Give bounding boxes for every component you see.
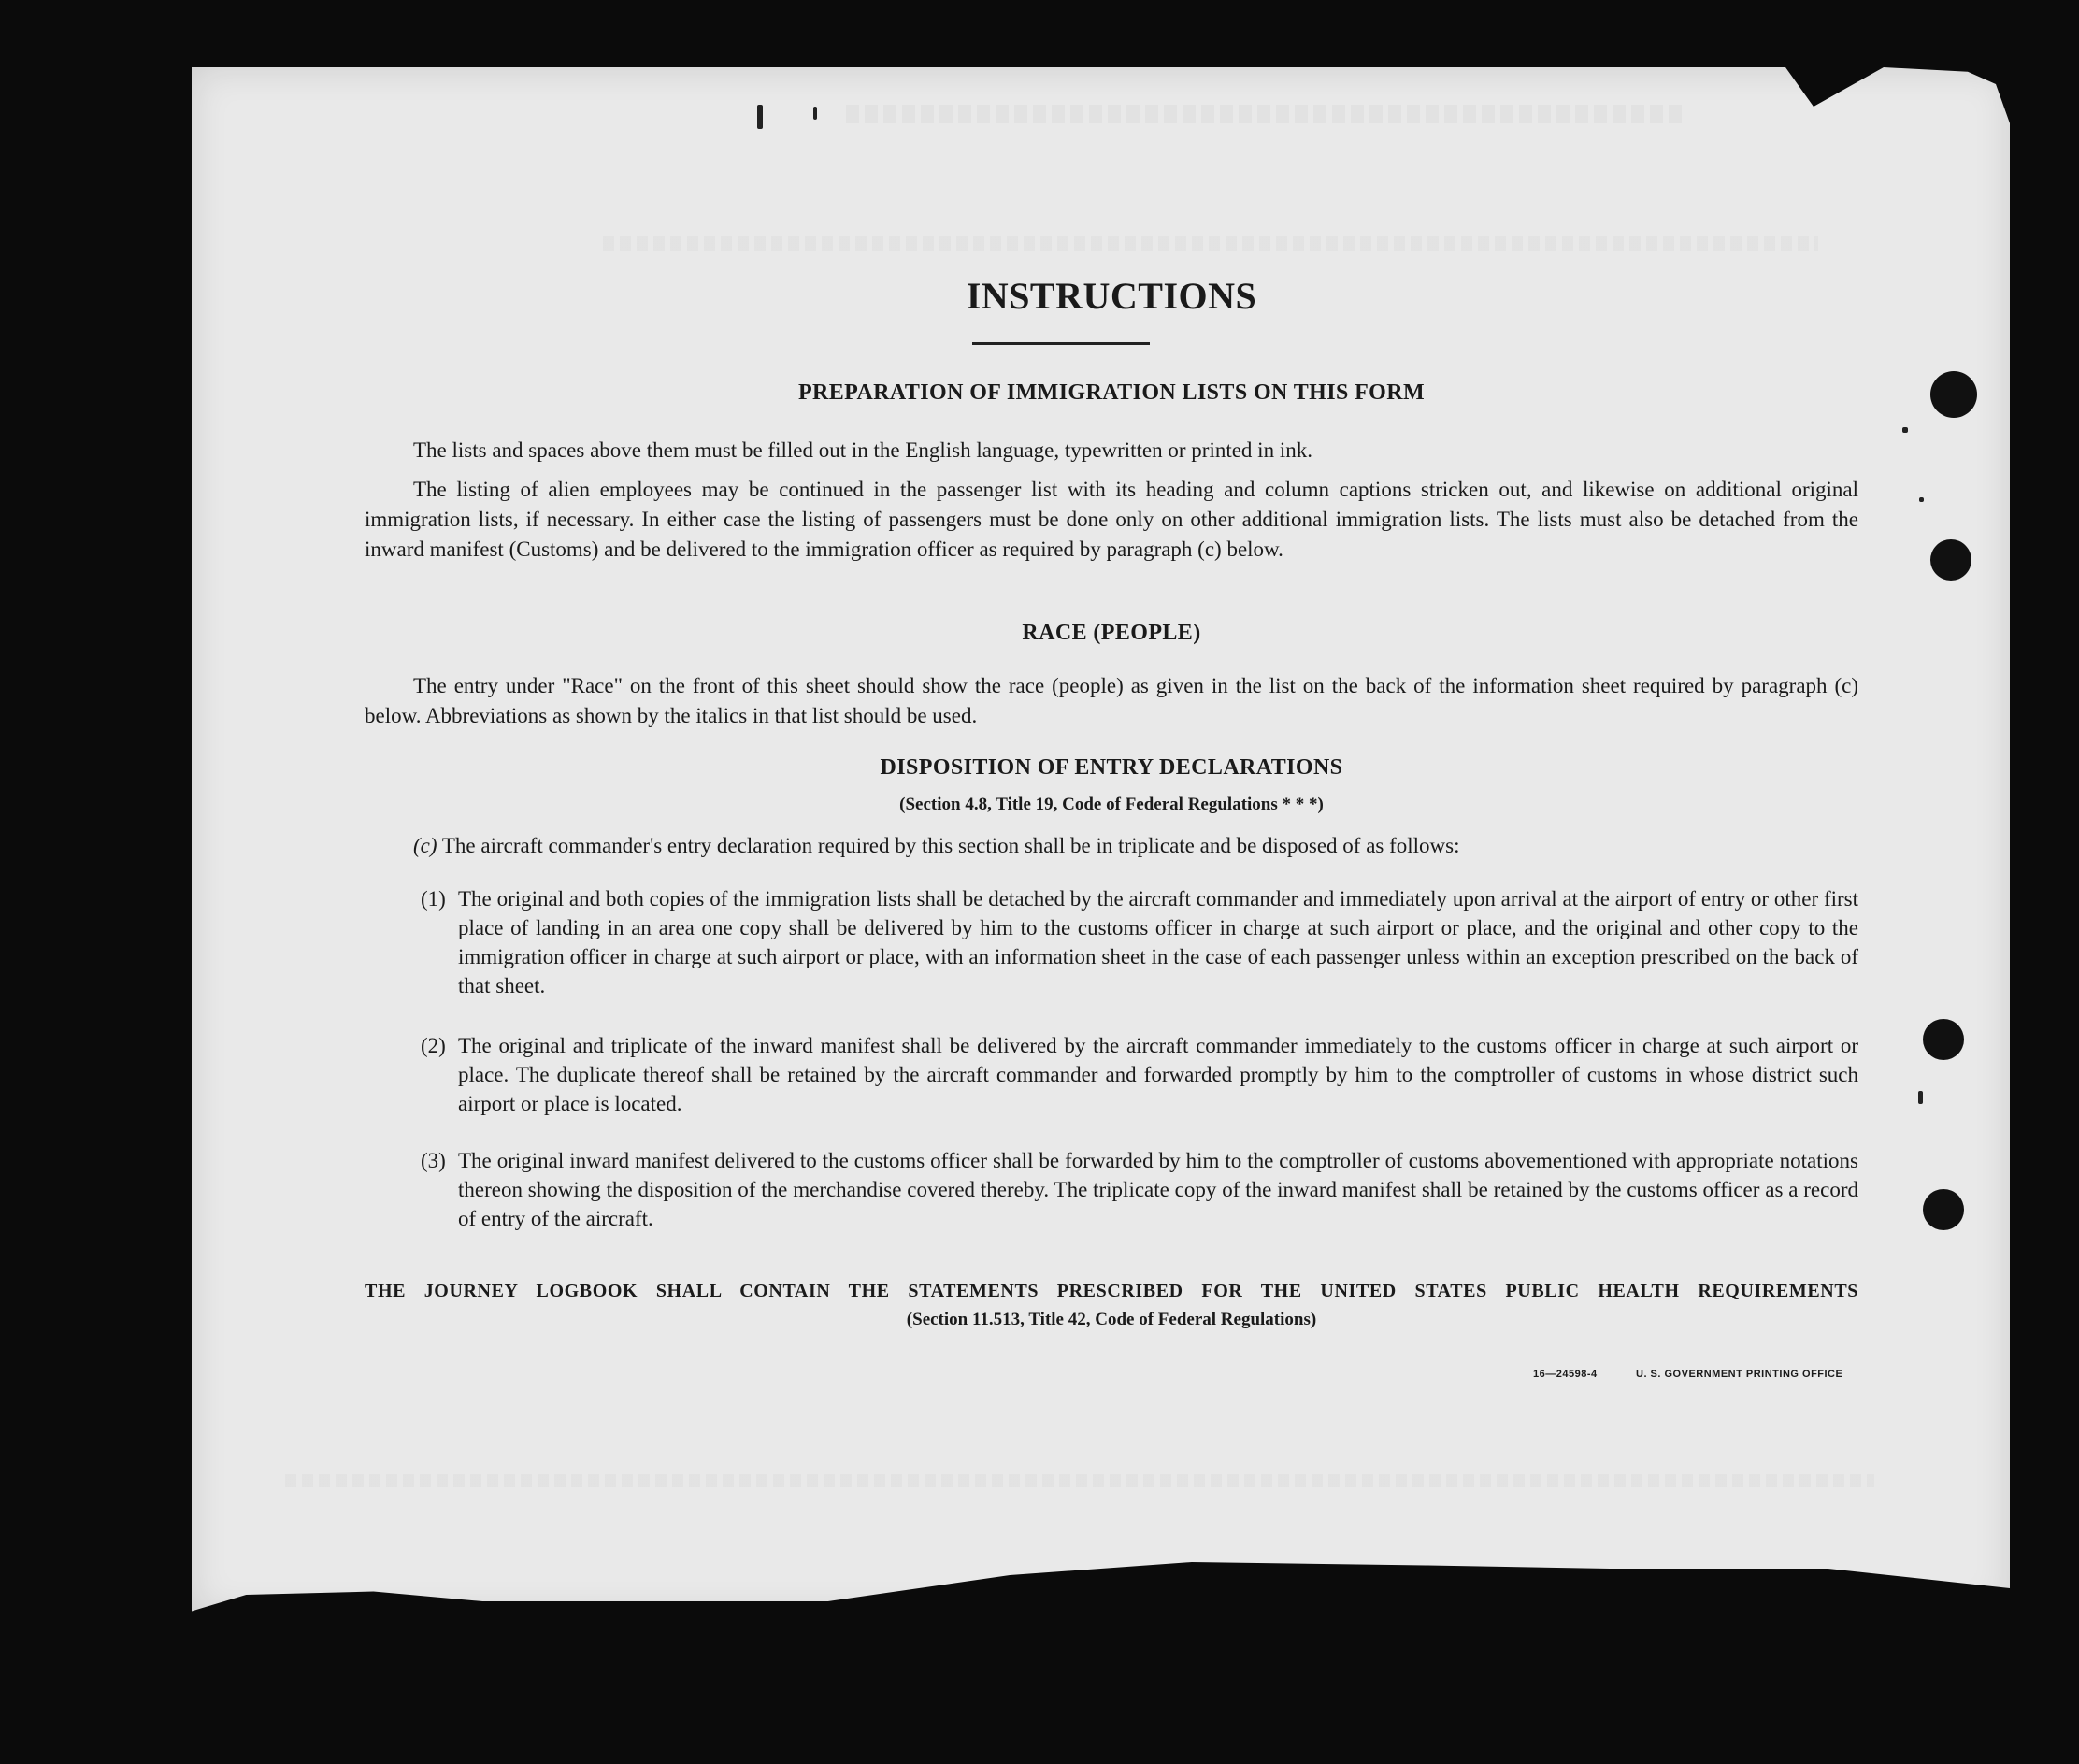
paragraph-language: The lists and spaces above them must be filled out in the English language, typewritten or printed in ink. <box>413 438 1312 462</box>
section-heading-preparation: PREPARATION OF IMMIGRATION LISTS ON THIS FORM <box>797 380 1426 405</box>
section-subheading-cfr: (Section 4.8, Title 19, Code of Federal Regulations * * *) <box>899 795 1324 814</box>
list-item <box>421 1031 1858 1118</box>
page-title: INSTRUCTIONS <box>966 275 1257 317</box>
title-underline <box>972 342 1150 345</box>
paragraph-c-label: (c) <box>413 834 437 857</box>
list-item-number: (3) <box>421 1149 446 1172</box>
paragraph-c-text: The aircraft commander's entry declaration required by this section shall be in triplicate and be disposed of as follows: <box>441 834 1460 857</box>
list-item <box>421 1146 1858 1233</box>
paragraph-c-intro <box>365 831 1858 861</box>
punch-hole <box>1923 1019 1964 1060</box>
punch-hole <box>1923 1189 1964 1230</box>
printer-imprint: U. S. GOVERNMENT PRINTING OFFICE <box>1636 1369 1843 1380</box>
footer-cfr-reference: (Section 11.513, Title 42, Code of Federal Regulations) <box>906 1310 1317 1329</box>
ink-mark <box>1919 497 1924 502</box>
list-item-number: (2) <box>421 1034 446 1057</box>
footer-health-requirements: THE JOURNEY LOGBOOK SHALL CONTAIN THE STATEMENTS PRESCRIBED FOR THE UNITED STATES PUBLIC HEALTH REQUIREMENTS <box>365 1281 1858 1301</box>
section-heading-disposition: DISPOSITION OF ENTRY DECLARATIONS <box>880 755 1343 780</box>
instructions-body <box>365 0 1858 1764</box>
ink-mark <box>1918 1091 1923 1104</box>
list-item-text: The original and both copies of the immigration lists shall be detached by the aircraft commander and immediately upon arrival at the airport of entry or other first place of landing in an area one copy shall be delivered by him to the customs officer in charge at such airport or place, and the original and other copy to the immigration officer in charge at such airport or place, with an information sheet in the case of each passenger unless within an exception prescribed on the back of that sheet. <box>458 887 1858 997</box>
list-item-number: (1) <box>421 887 446 911</box>
paragraph-alien-employees: The listing of alien employees may be continued in the passenger list with its heading and column captions stricken out, and likewise on additional original immigration lists, if necessary. In either case the listing of passengers must be done only on other additional immigration lists. The lists must also be detached from the inward manifest (Customs) and be delivered to the immigration officer as required by paragraph (c) below. <box>365 478 1858 561</box>
punch-hole <box>1930 539 1971 581</box>
section-heading-race: RACE (PEOPLE) <box>1022 621 1201 645</box>
form-print-code: 16—24598-4 <box>1533 1369 1598 1380</box>
list-item-text: The original inward manifest delivered to the customs officer shall be forwarded by him to the comptroller of customs abovementioned with appropriate notations thereon showing the disposition of the merchandise covered thereby. The triplicate copy of the inward manifest shall be retained by the customs officer as a record of entry of the aircraft. <box>458 1149 1858 1230</box>
ink-mark <box>1902 427 1908 433</box>
list-item <box>421 884 1858 1000</box>
paragraph-race: The entry under "Race" on the front of this sheet should show the race (people) as given in the list on the back of the information sheet required by paragraph (c) below. Abbreviations as shown by the italics in that list should be used. <box>365 674 1858 727</box>
list-item-text: The original and triplicate of the inward manifest shall be delivered by the aircraft commander immediately to the customs officer in charge at such airport or place. The duplicate thereof shall be retained by the aircraft commander and forwarded promptly by him to the comptroller of customs in whose district such airport or place is located. <box>458 1034 1858 1115</box>
punch-hole <box>1930 371 1977 418</box>
